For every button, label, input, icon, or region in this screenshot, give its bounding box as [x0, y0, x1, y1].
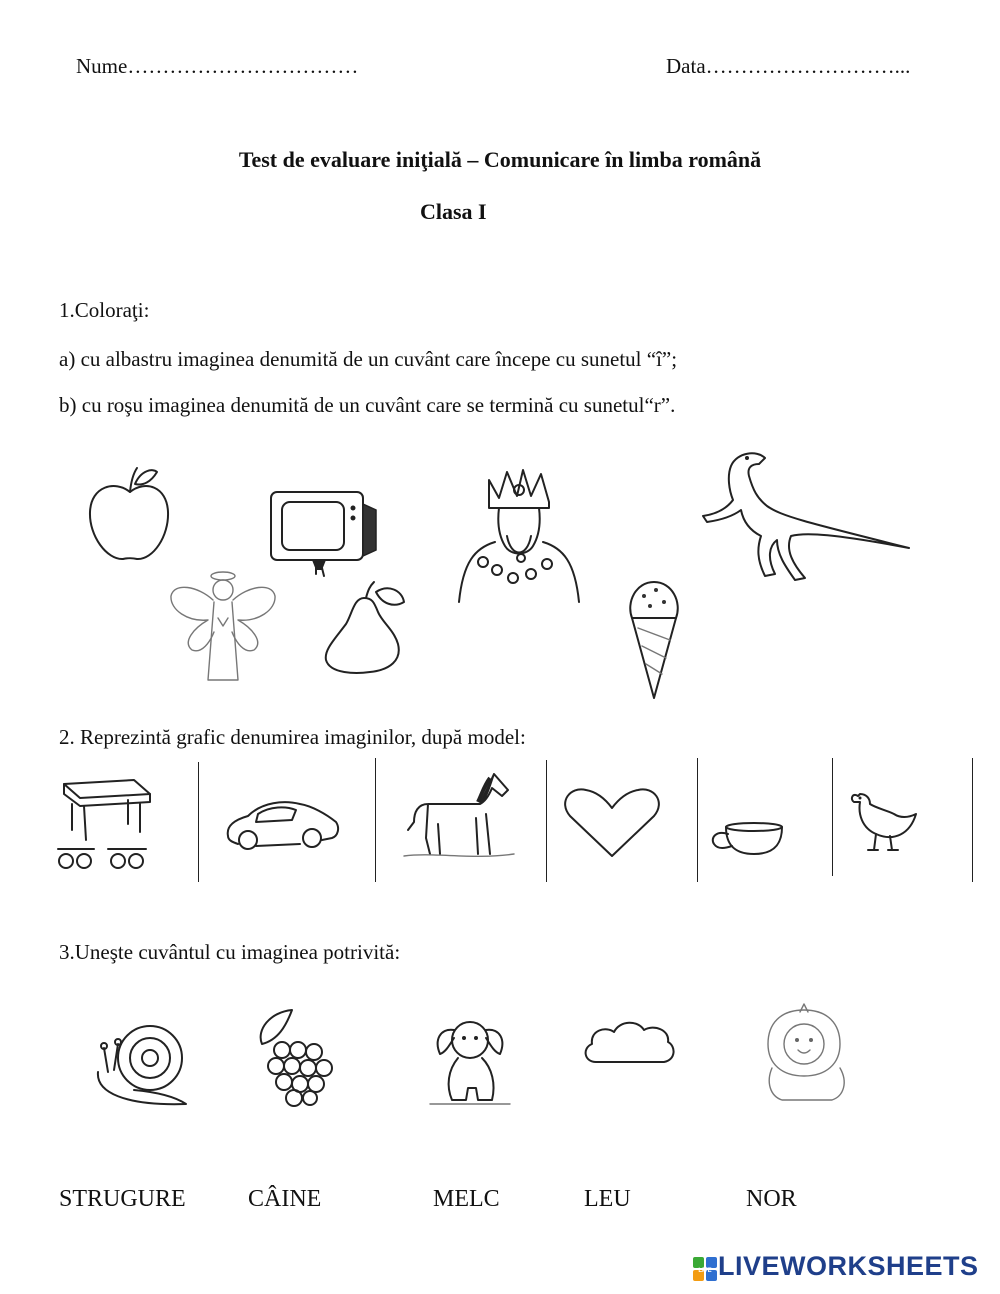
column-divider	[198, 762, 199, 882]
car-image[interactable]	[222, 792, 342, 854]
model-syllable-diagram	[54, 845, 154, 875]
word-melc[interactable]: MELC	[433, 1186, 500, 1212]
svg-text:LIVE: LIVE	[698, 1268, 712, 1274]
exercise-3-heading: 3.Uneşte cuvântul cu imaginea potrivită:	[59, 940, 401, 964]
dog-image[interactable]	[430, 1014, 510, 1108]
liveworksheets-logo-icon	[693, 1257, 717, 1281]
cup-image[interactable]	[708, 822, 786, 858]
cloud-image[interactable]	[582, 1018, 677, 1068]
column-divider	[972, 758, 973, 882]
word-caine[interactable]: CÂINE	[248, 1186, 322, 1212]
class-subtitle: Clasa I	[420, 199, 487, 224]
exercise-2-heading: 2. Reprezintă grafic denumirea imaginilor, după model:	[59, 725, 526, 749]
column-divider	[375, 758, 376, 882]
column-divider	[546, 760, 547, 882]
heart-image[interactable]	[562, 788, 662, 862]
horse-image[interactable]	[404, 768, 514, 868]
television-image[interactable]	[268, 488, 383, 578]
exercise-1-heading: 1.Coloraţi:	[59, 298, 150, 322]
column-divider	[697, 758, 698, 882]
word-leu[interactable]: LEU	[584, 1186, 631, 1212]
date-field-label: Data………………………...	[666, 54, 911, 78]
snail-image[interactable]	[94, 1018, 189, 1110]
dinosaur-image[interactable]	[695, 446, 915, 586]
name-field-label: Nume……………………………	[76, 54, 359, 78]
word-strugure[interactable]: STRUGURE	[59, 1186, 186, 1212]
grapes-image[interactable]	[252, 1008, 338, 1108]
king-image[interactable]	[455, 466, 585, 606]
lion-image[interactable]	[762, 1006, 848, 1106]
exercise-1-item-b: b) cu roşu imaginea denumită de un cuvânt care se termină cu sunetul“r”.	[59, 393, 676, 417]
hen-image[interactable]	[846, 784, 920, 856]
pear-image[interactable]	[320, 580, 410, 675]
liveworksheets-brand[interactable]: LIVEWORKSHEETS	[718, 1251, 979, 1281]
column-divider	[832, 758, 833, 876]
word-nor[interactable]: NOR	[746, 1186, 797, 1212]
ice-cream-image[interactable]	[620, 578, 690, 703]
angel-image[interactable]	[168, 570, 278, 685]
apple-image[interactable]	[85, 464, 175, 564]
page-title: Test de evaluare iniţială – Comunicare în limba română	[238, 147, 762, 172]
exercise-1-item-a: a) cu albastru imaginea denumită de un cuvânt care începe cu sunetul “î”;	[59, 347, 678, 371]
